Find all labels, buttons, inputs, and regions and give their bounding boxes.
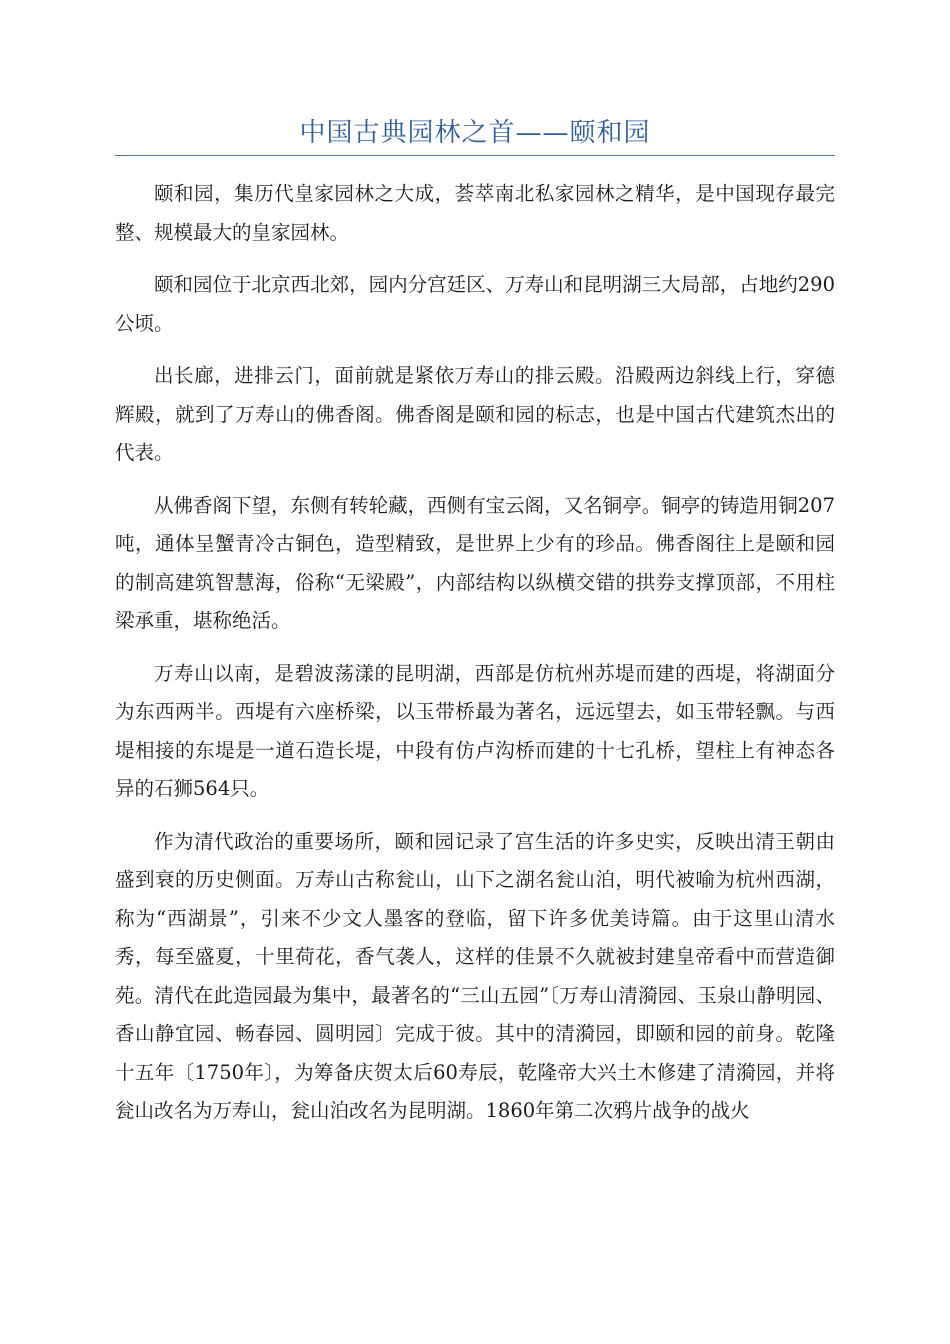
paragraph-3: 出长廊，进排云门，面前就是紧依万寿山的排云殿。沿殿两边斜线上行，穿德辉殿，就到了万寿山的佛香阁。佛香阁是颐和园的标志，也是中国古代建筑杰出的代表。 (115, 364, 835, 464)
paragraph-6: 作为清代政治的重要场所，颐和园记录了宫生活的许多史实，反映出清王朝由盛到衰的历史侧面。万寿山古称瓮山，山下之湖名瓮山泊，明代被喻为杭州西湖，称为“西湖景”，引来不少文人墨客的登临，留下许多优美诗篇。由于这里山清水秀，每至盛夏，十里荷花，香气袭人，这样的佳景不久就被封建皇帝看中而营造御苑。清代在此造园最为集中，最著名的“三山五园”〔万寿山清漪园、玉泉山静明园、香山静宜园、畅春园、圆明园〕完成于彼。其中的清漪园，即颐和园的前身。乾隆十五年〔1750年〕，为筹备庆贺太后60寿辰，乾隆帝大兴土木修建了清漪园，并将瓮山改名为万寿山，瓮山泊改名为昆明湖。1860年第二次鸦片战争的战火 (115, 829, 835, 1122)
paragraph-2: 颐和园位于北京西北郊，园内分宫廷区、万寿山和昆明湖三大局部，占地约290公顷。 (115, 273, 835, 335)
document-body (115, 175, 835, 1145)
title-divider (115, 155, 835, 156)
paragraph-4: 从佛香阁下望，东侧有转轮藏，西侧有宝云阁，又名铜亭。铜亭的铸造用铜207吨，通体呈蟹青冷古铜色，造型精致，是世界上少有的珍品。佛香阁往上是颐和园的制高建筑智慧海，俗称“无梁殿”，内部结构以纵横交错的拱券支撑顶部，不用柱梁承重，堪称绝活。 (115, 493, 835, 632)
paragraph-5: 万寿山以南，是碧波荡漾的昆明湖，西部是仿杭州苏堤而建的西堤，将湖面分为东西两半。西堤有六座桥梁，以玉带桥最为著名，远远望去，如玉带轻飘。与西堤相接的东堤是一道石造长堤，中段有仿卢沟桥而建的十七孔桥，望柱上有神态各异的石狮564只。 (115, 661, 835, 800)
document-title: 中国古典园林之首——颐和园 (299, 118, 651, 148)
paragraph-1: 颐和园，集历代皇家园林之大成，荟萃南北私家园林之精华，是中国现存最完整、规模最大的皇家园林。 (115, 182, 835, 244)
